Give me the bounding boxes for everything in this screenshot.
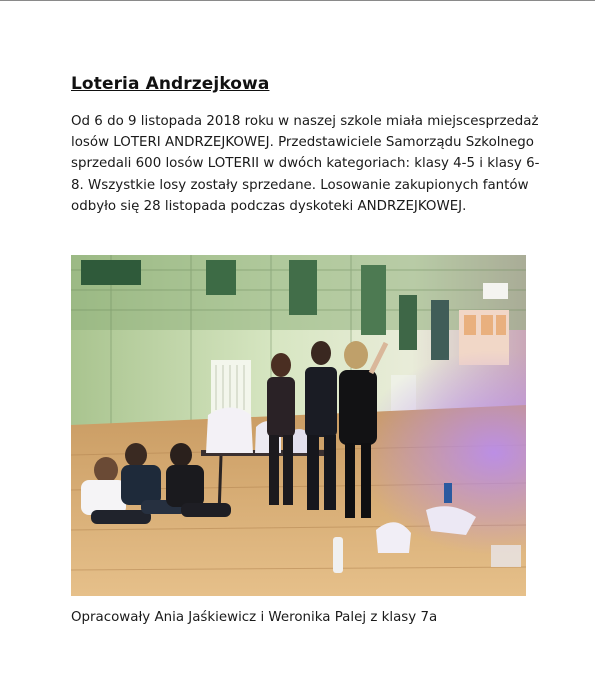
article-paragraph: Od 6 do 9 listopada 2018 roku w naszej szkole miała miejscesprzedaż losów LOTERI ANDRZEJKOWEJ. Przedstawiciele Samorządu Szkolnego sprzedali 600 losów LOTERII w dwóch kategoriach: klasy 4-5 i klasy 6-8. Wszystkie losy zostały sprzedane. Losowanie zakupionych fantów odbyło się 28 listopada podczas dyskoteki ANDRZEJKOWEJ.	[71, 114, 540, 214]
article-title: Loteria Andrzejkowa	[71, 74, 270, 94]
event-photo	[71, 255, 526, 596]
page-top-border	[0, 0, 595, 1]
photo-caption: Opracowały Ania Jaśkiewicz i Weronika Palej z klasy 7a	[71, 610, 438, 625]
